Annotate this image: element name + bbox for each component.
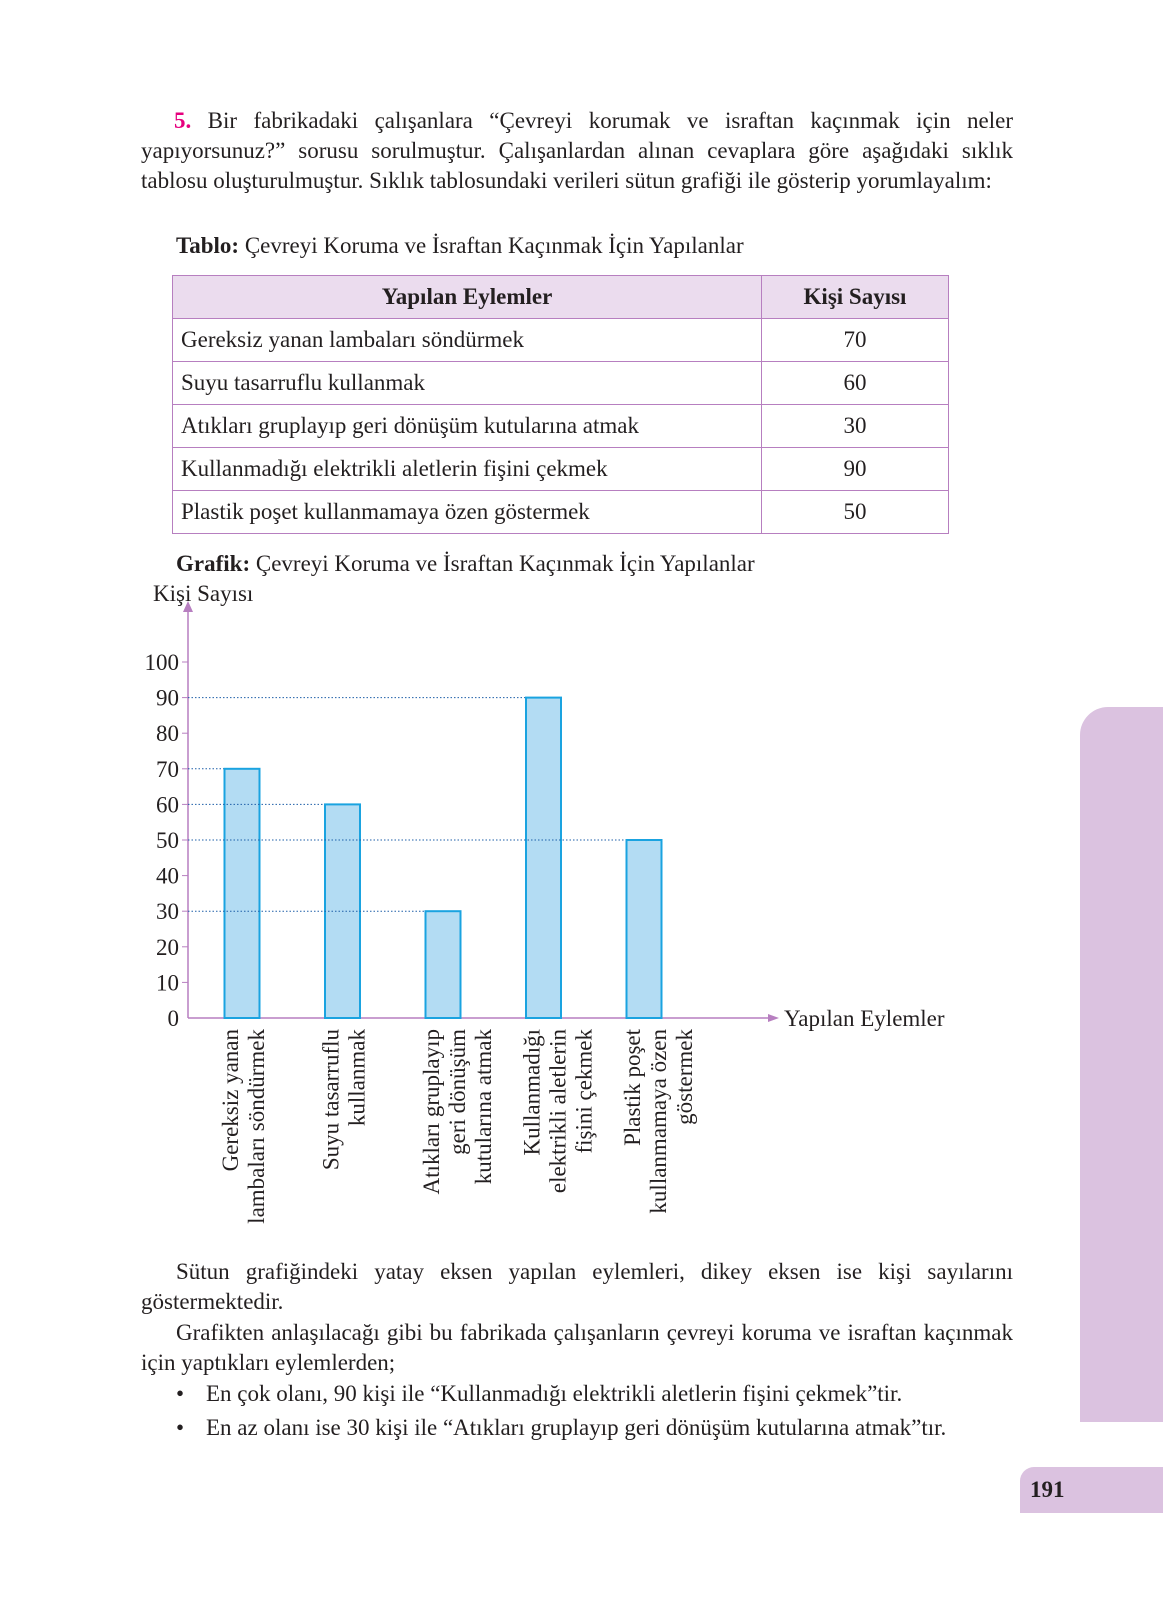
y-tick-label: 60 — [156, 792, 179, 818]
table-caption — [176, 231, 744, 261]
x-axis-arrow — [768, 1014, 779, 1022]
explanation-paragraph-1: Sütun grafiğindeki yatay eksen yapılan eylemleri, dikey eksen ise kişi sayılarını göstermektedir. — [141, 1259, 1013, 1314]
x-category-label — [419, 1029, 496, 1195]
row-count: 90 — [762, 448, 949, 491]
row-count: 70 — [762, 319, 949, 362]
table-header-row — [173, 276, 949, 319]
x-tick-label-line: fişini çekmek — [571, 1029, 597, 1154]
x-tick-label-line: kullanmak — [344, 1029, 370, 1127]
row-action: Atıkları gruplayıp geri dönüşüm kutularına atmak — [173, 405, 762, 448]
y-axis-label: Kişi Sayısı — [153, 585, 254, 606]
bar — [627, 840, 662, 1018]
row-count: 60 — [762, 362, 949, 405]
row-action: Plastik poşet kullanmamaya özen göstermek — [173, 491, 762, 534]
x-tick-label-line: Suyu tasarruflu — [318, 1029, 344, 1171]
bullet-text: En çok olanı, 90 kişi ile “Kullanmadığı elektrikli aletlerin fişini çekmek”tir. — [206, 1381, 903, 1406]
row-count: 30 — [762, 405, 949, 448]
x-tick-label-line: Gereksiz yanan — [218, 1029, 243, 1172]
header-count: Kişi Sayısı — [762, 276, 949, 319]
y-tick-label: 20 — [156, 934, 179, 960]
table-row — [173, 405, 949, 448]
x-category-label — [620, 1028, 697, 1213]
bullet-item — [176, 1379, 902, 1409]
x-tick-label-line: göstermek — [672, 1029, 697, 1125]
problem-text: Bir fabrikadaki çalışanlara “Çevreyi korumak ve israftan kaçınmak için neler yapıyorsunuz?” sorusu sorulmuştur. Çalışanlardan alınan cevaplara göre aşağıdaki sıklık tablosu oluşturulmuştur. Sıklık tablosundaki verileri sütun grafiği ile gösterip yorumlayalım: — [141, 108, 1014, 193]
bullet-symbol: • — [176, 1415, 185, 1440]
table-row — [173, 319, 949, 362]
table-caption-label: Tablo: — [176, 233, 240, 258]
graph-caption-label: Grafik: — [176, 551, 251, 576]
row-action: Kullanmadığı elektrikli aletlerin fişini çekmek — [173, 448, 762, 491]
bar-chart — [0, 585, 1163, 1245]
table-row — [173, 448, 949, 491]
bar — [426, 911, 461, 1018]
bullet-symbol: • — [176, 1381, 185, 1406]
y-tick-label: 100 — [144, 650, 179, 675]
x-category-label — [319, 1029, 370, 1171]
x-axis-label: Yapılan Eylemler — [784, 1006, 945, 1031]
graph-caption-text: Çevreyi Koruma ve İsraftan Kaçınmak İçin Yapılanlar — [255, 551, 755, 576]
bar — [526, 698, 561, 1018]
x-tick-label-line: Plastik poşet — [620, 1029, 645, 1146]
x-category-label — [218, 1029, 269, 1224]
y-tick-label: 0 — [167, 1006, 179, 1031]
y-tick-label: 90 — [156, 685, 179, 711]
page-number: 191 — [1020, 1467, 1163, 1513]
header-actions: Yapılan Eylemler — [173, 276, 762, 319]
x-tick-label-line: kutularına atmak — [471, 1029, 496, 1185]
table-row — [173, 362, 949, 405]
y-tick-label: 80 — [156, 721, 179, 747]
x-category-label — [520, 1029, 597, 1194]
x-tick-label-line: lambaları söndürmek — [244, 1029, 269, 1224]
explanation-paragraph-2: Grafikten anlaşılacağı gibi bu fabrikada çalışanların çevreyi koruma ve israftan kaçınmak için yaptıkları eylemlerden; — [141, 1320, 1013, 1375]
problem-number: 5. — [174, 108, 192, 133]
frequency-table — [172, 275, 949, 534]
y-tick-label: 10 — [156, 970, 179, 996]
x-tick-label-line: geri dönüşüm — [445, 1029, 470, 1155]
x-tick-label-line: elektrikli aletlerin — [545, 1029, 571, 1194]
bar — [225, 769, 260, 1018]
x-tick-label-line: Atıkları gruplayıp — [419, 1029, 444, 1195]
bullet-text: En az olanı ise 30 kişi ile “Atıkları gruplayıp geri dönüşüm kutularına atmak”tır. — [206, 1415, 947, 1440]
bullet-item — [176, 1413, 946, 1443]
x-tick-label-line: Kullanmadığı — [519, 1029, 545, 1156]
y-tick-label: 30 — [156, 899, 179, 925]
table-caption-text: Çevreyi Koruma ve İsraftan Kaçınmak İçin Yapılanlar — [244, 233, 744, 258]
y-tick-label: 40 — [156, 863, 179, 889]
x-tick-label-line: kullanmamaya özen — [646, 1029, 671, 1214]
graph-caption — [176, 549, 755, 579]
row-action: Suyu tasarruflu kullanmak — [173, 362, 762, 405]
row-count: 50 — [762, 491, 949, 534]
problem-statement — [141, 106, 1013, 196]
y-tick-label: 50 — [156, 828, 179, 853]
row-action: Gereksiz yanan lambaları söndürmek — [173, 319, 762, 362]
y-tick-label: 70 — [156, 756, 179, 782]
table-row — [173, 491, 949, 534]
